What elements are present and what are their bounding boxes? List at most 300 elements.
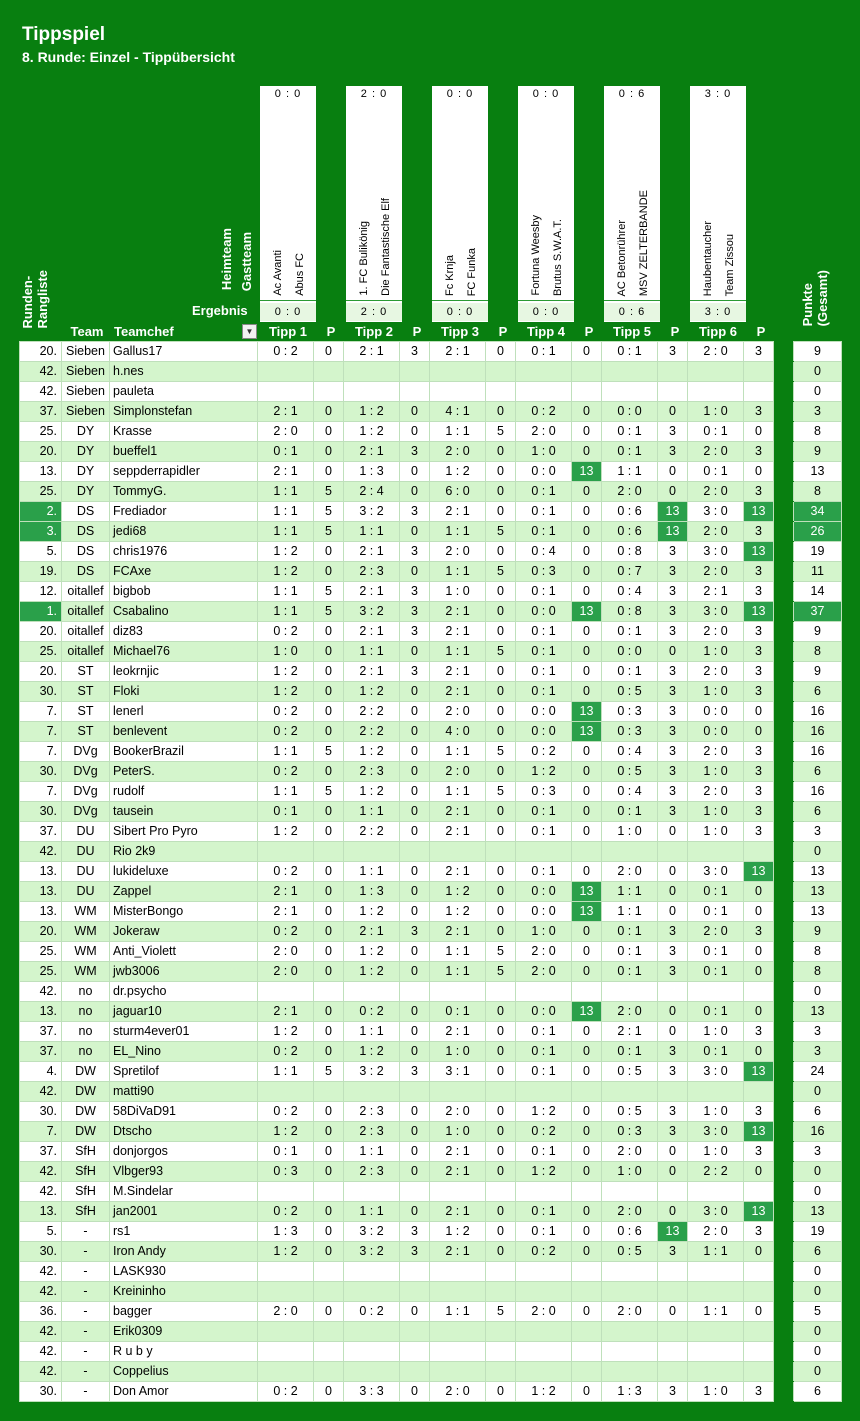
rank-cell: 42. [20, 1262, 62, 1282]
tipp4-cell: 0 : 3 [516, 562, 572, 582]
team-cell: no [62, 982, 110, 1002]
tipp4-cell: 1 : 2 [516, 1382, 572, 1402]
p5-cell: 13 [658, 502, 688, 522]
p1-cell: 0 [314, 922, 344, 942]
tipp2-cell: 2 : 3 [344, 762, 400, 782]
total-points-cell: 6 [794, 682, 842, 702]
p4-cell [572, 1082, 602, 1102]
p3-cell: 0 [486, 1022, 516, 1042]
p1-cell: 5 [314, 742, 344, 762]
table-row [20, 762, 842, 782]
p6-cell: 3 [744, 562, 774, 582]
tipp4-cell [516, 1182, 572, 1202]
p3-cell: 5 [486, 422, 516, 442]
team-cell: DY [62, 422, 110, 442]
total-points-cell: 37 [794, 602, 842, 622]
p3-cell: 0 [486, 482, 516, 502]
tipp5-cell: 0 : 8 [602, 602, 658, 622]
tipp6-cell: 1 : 0 [688, 762, 744, 782]
tipp6-cell: 2 : 0 [688, 342, 744, 362]
p6-cell: 13 [744, 1122, 774, 1142]
spacer [774, 1342, 794, 1362]
p6-cell: 0 [744, 422, 774, 442]
spacer [774, 1002, 794, 1022]
team-cell: - [62, 1322, 110, 1342]
tipp3-cell: 1 : 2 [430, 882, 486, 902]
p3-cell [486, 1082, 516, 1102]
p3-cell [486, 1262, 516, 1282]
total-points-cell: 16 [794, 742, 842, 762]
total-points-cell: 3 [794, 822, 842, 842]
p6-cell: 3 [744, 582, 774, 602]
spacer [774, 402, 794, 422]
teamchef-cell: rudolf [110, 782, 258, 802]
p4-cell: 0 [572, 1062, 602, 1082]
p1-cell: 0 [314, 342, 344, 362]
tipp4-cell: 1 : 2 [516, 1102, 572, 1122]
total-points-cell: 8 [794, 642, 842, 662]
p6-cell: 0 [744, 1302, 774, 1322]
team-cell: no [62, 1002, 110, 1022]
spacer [774, 862, 794, 882]
tipp6-cell: 2 : 0 [688, 522, 744, 542]
rank-cell: 30. [20, 1382, 62, 1402]
tipp3-cell: 2 : 1 [430, 1242, 486, 1262]
tipp3-cell: 2 : 1 [430, 922, 486, 942]
tipp6-cell: 0 : 1 [688, 902, 744, 922]
p5-cell: 3 [658, 542, 688, 562]
p4-cell: 0 [572, 622, 602, 642]
teamchef-header: Teamchef [114, 324, 174, 339]
tipp5-cell [602, 842, 658, 862]
p3-cell [486, 1362, 516, 1382]
p2-cell: 3 [400, 442, 430, 462]
tipp3-cell: 1 : 1 [430, 962, 486, 982]
rank-cell: 42. [20, 1322, 62, 1342]
tipp2-cell [344, 1282, 400, 1302]
tipp1-cell [258, 1282, 314, 1302]
p2-cell [400, 1182, 430, 1202]
tipp6-cell [688, 1322, 744, 1342]
team-cell: SfH [62, 1202, 110, 1222]
p2-cell: 0 [400, 1302, 430, 1322]
teamchef-cell: Iron Andy [110, 1242, 258, 1262]
table-row [20, 862, 842, 882]
team-cell: SfH [62, 1142, 110, 1162]
p4-cell: 0 [572, 1122, 602, 1142]
p2-cell: 0 [400, 942, 430, 962]
tipp2-cell [344, 1182, 400, 1202]
total-points-cell: 8 [794, 482, 842, 502]
p3-cell: 0 [486, 722, 516, 742]
p4-cell [572, 1262, 602, 1282]
p3-cell: 0 [486, 1002, 516, 1022]
filter-dropdown-button[interactable]: ▼ [242, 324, 257, 339]
p1-cell: 0 [314, 1122, 344, 1142]
home-team-name: 1. FC Bulikönig [358, 221, 370, 296]
tipp4-cell: 0 : 2 [516, 402, 572, 422]
match-result: 0 : 0 [518, 303, 574, 321]
tipp2-cell: 1 : 3 [344, 882, 400, 902]
p4-cell: 0 [572, 1302, 602, 1322]
table-row [20, 542, 842, 562]
p2-cell: 0 [400, 742, 430, 762]
tipp3-cell [430, 1342, 486, 1362]
tipp4-cell: 0 : 0 [516, 702, 572, 722]
teamchef-cell: R u b y [110, 1342, 258, 1362]
tipp1-cell: 1 : 2 [258, 562, 314, 582]
table-row [20, 722, 842, 742]
p3-cell: 0 [486, 542, 516, 562]
p2-cell [400, 1082, 430, 1102]
tipp3-cell: 2 : 0 [430, 702, 486, 722]
rank-cell: 20. [20, 662, 62, 682]
team-cell: WM [62, 922, 110, 942]
p6-cell: 3 [744, 1222, 774, 1242]
p1-cell: 0 [314, 962, 344, 982]
p6-cell: 13 [744, 542, 774, 562]
rank-cell: 20. [20, 342, 62, 362]
p4-cell: 0 [572, 562, 602, 582]
teamchef-cell: chris1976 [110, 542, 258, 562]
total-points-cell: 13 [794, 462, 842, 482]
total-points-cell: 0 [794, 1282, 842, 1302]
p4-cell [572, 982, 602, 1002]
tipp2-cell: 2 : 1 [344, 542, 400, 562]
team-cell: - [62, 1262, 110, 1282]
tipp1-cell: 1 : 2 [258, 822, 314, 842]
p1-cell: 0 [314, 442, 344, 462]
teamchef-cell: bueffel1 [110, 442, 258, 462]
p4-cell: 0 [572, 742, 602, 762]
tipp3-cell: 2 : 1 [430, 822, 486, 842]
p1-cell: 0 [314, 1142, 344, 1162]
tipp6-cell [688, 362, 744, 382]
table-row [20, 402, 842, 422]
tipp1-cell: 0 : 1 [258, 802, 314, 822]
p6-cell: 13 [744, 1202, 774, 1222]
p3-cell: 5 [486, 942, 516, 962]
teamchef-cell: lenerl [110, 702, 258, 722]
p1-cell: 0 [314, 1102, 344, 1122]
tipp2-cell: 1 : 1 [344, 862, 400, 882]
p4-cell: 0 [572, 342, 602, 362]
spacer [774, 802, 794, 822]
tipp5-cell: 1 : 3 [602, 1382, 658, 1402]
p6-cell: 0 [744, 1042, 774, 1062]
tipp3-cell: 2 : 0 [430, 1102, 486, 1122]
tipp4-cell [516, 982, 572, 1002]
rank-cell: 37. [20, 822, 62, 842]
tipp1-cell: 1 : 1 [258, 602, 314, 622]
tipp3-cell: 2 : 1 [430, 662, 486, 682]
table-row [20, 1262, 842, 1282]
tipp1-cell [258, 1362, 314, 1382]
p1-cell: 0 [314, 422, 344, 442]
teamchef-cell: EL_Nino [110, 1042, 258, 1062]
tipp6-cell: 1 : 0 [688, 1382, 744, 1402]
rank-cell: 30. [20, 762, 62, 782]
tipp5-cell: 1 : 0 [602, 1162, 658, 1182]
tipp1-cell: 0 : 2 [258, 1202, 314, 1222]
team-cell: DS [62, 502, 110, 522]
rank-cell: 13. [20, 902, 62, 922]
rank-cell: 7. [20, 742, 62, 762]
p2-cell: 0 [400, 962, 430, 982]
table-row [20, 742, 842, 762]
tipp4-cell: 0 : 0 [516, 722, 572, 742]
team-cell: DVg [62, 782, 110, 802]
points-header-2: P [412, 324, 422, 339]
rank-cell: 20. [20, 442, 62, 462]
tipp6-cell: 3 : 0 [688, 502, 744, 522]
rank-cell: 13. [20, 1202, 62, 1222]
teamchef-cell: Don Amor [110, 1382, 258, 1402]
tipp5-cell [602, 362, 658, 382]
p3-cell: 0 [486, 462, 516, 482]
p6-cell [744, 842, 774, 862]
tipp5-cell: 0 : 7 [602, 562, 658, 582]
p5-cell [658, 982, 688, 1002]
team-cell: - [62, 1362, 110, 1382]
rank-cell: 30. [20, 1102, 62, 1122]
p1-cell: 0 [314, 862, 344, 882]
tipp4-cell: 0 : 2 [516, 742, 572, 762]
tipp4-cell [516, 1322, 572, 1342]
tipp4-cell: 0 : 1 [516, 802, 572, 822]
table-row [20, 1322, 842, 1342]
tipp5-cell: 0 : 6 [602, 502, 658, 522]
spacer [774, 502, 794, 522]
p5-cell [658, 842, 688, 862]
divider [518, 300, 574, 301]
p6-cell: 3 [744, 922, 774, 942]
tipp6-cell: 2 : 2 [688, 1162, 744, 1182]
divider [346, 300, 402, 301]
tipp5-cell: 0 : 5 [602, 682, 658, 702]
p6-cell: 3 [744, 622, 774, 642]
tipp6-cell: 1 : 0 [688, 802, 744, 822]
tipp5-cell [602, 1362, 658, 1382]
table-row [20, 1302, 842, 1322]
rank-cell: 3. [20, 522, 62, 542]
p4-cell [572, 1362, 602, 1382]
p5-cell: 0 [658, 822, 688, 842]
p5-cell: 13 [658, 522, 688, 542]
tipp4-cell [516, 1362, 572, 1382]
p2-cell [400, 1362, 430, 1382]
tipp3-cell: 2 : 1 [430, 1202, 486, 1222]
tipp6-cell [688, 1182, 744, 1202]
team-cell: WM [62, 902, 110, 922]
rank-cell: 30. [20, 682, 62, 702]
p6-cell [744, 362, 774, 382]
p4-cell: 0 [572, 402, 602, 422]
p4-cell: 0 [572, 502, 602, 522]
p2-cell: 0 [400, 802, 430, 822]
tipp4-cell: 1 : 0 [516, 922, 572, 942]
spacer [774, 1242, 794, 1262]
p5-cell: 3 [658, 1042, 688, 1062]
team-cell: oitallef [62, 602, 110, 622]
tipp3-cell [430, 1182, 486, 1202]
away-team-name: Brutus S.W.A.T. [552, 218, 564, 296]
tipp5-cell: 2 : 0 [602, 1002, 658, 1022]
teamchef-cell: Krasse [110, 422, 258, 442]
team-cell: Sieben [62, 362, 110, 382]
tipp1-cell: 0 : 2 [258, 922, 314, 942]
rank-cell: 42. [20, 1342, 62, 1362]
spacer [774, 462, 794, 482]
tipp2-cell [344, 362, 400, 382]
total-points-cell: 24 [794, 1062, 842, 1082]
tipp2-cell [344, 982, 400, 1002]
spacer [774, 1062, 794, 1082]
divider [432, 300, 488, 301]
tipp5-cell: 1 : 1 [602, 462, 658, 482]
spacer [774, 422, 794, 442]
p3-cell: 0 [486, 882, 516, 902]
tipp2-cell [344, 1362, 400, 1382]
p5-cell: 3 [658, 1242, 688, 1262]
rank-cell: 7. [20, 702, 62, 722]
tipp3-cell: 1 : 1 [430, 942, 486, 962]
rank-cell: 37. [20, 402, 62, 422]
away-team-name: MSV ZELTERBANDE [638, 189, 650, 296]
tipp3-cell: 1 : 2 [430, 902, 486, 922]
tipp1-cell: 1 : 1 [258, 1062, 314, 1082]
tipp6-cell: 0 : 1 [688, 1002, 744, 1022]
tipp4-cell: 1 : 0 [516, 442, 572, 462]
p5-cell: 0 [658, 482, 688, 502]
p3-cell: 0 [486, 862, 516, 882]
tipp1-cell: 2 : 1 [258, 462, 314, 482]
match-result-top: 0 : 6 [618, 88, 646, 100]
spacer [774, 822, 794, 842]
rank-cell: 42. [20, 1282, 62, 1302]
match-result-top: 0 : 0 [274, 88, 302, 100]
p4-cell: 0 [572, 942, 602, 962]
table-row [20, 702, 842, 722]
spacer [774, 842, 794, 862]
tipp4-cell: 0 : 1 [516, 1062, 572, 1082]
p3-cell: 0 [486, 762, 516, 782]
tipp2-cell: 1 : 2 [344, 742, 400, 762]
p5-cell: 0 [658, 1142, 688, 1162]
total-points-cell: 0 [794, 982, 842, 1002]
tipp6-cell: 2 : 1 [688, 582, 744, 602]
total-points-cell: 13 [794, 1202, 842, 1222]
tipp6-cell [688, 1262, 744, 1282]
table-row [20, 1362, 842, 1382]
p1-cell: 0 [314, 1162, 344, 1182]
table-row [20, 962, 842, 982]
spacer [774, 682, 794, 702]
spacer [774, 542, 794, 562]
team-cell: ST [62, 662, 110, 682]
tipp2-cell: 2 : 3 [344, 562, 400, 582]
rank-cell: 25. [20, 942, 62, 962]
tipp6-cell: 2 : 0 [688, 482, 744, 502]
p3-cell: 5 [486, 782, 516, 802]
p2-cell: 3 [400, 502, 430, 522]
teamchef-cell: Dtscho [110, 1122, 258, 1142]
table-row [20, 1342, 842, 1362]
tipp4-cell [516, 842, 572, 862]
table-row [20, 662, 842, 682]
p6-cell: 3 [744, 822, 774, 842]
p1-cell: 0 [314, 642, 344, 662]
tipp3-cell: 2 : 1 [430, 1142, 486, 1162]
p1-cell: 0 [314, 682, 344, 702]
p2-cell: 3 [400, 542, 430, 562]
away-team-name: Die Fantastische Elf [380, 198, 392, 296]
p1-cell: 0 [314, 622, 344, 642]
tipp2-cell: 1 : 2 [344, 942, 400, 962]
team-cell: DS [62, 562, 110, 582]
p6-cell: 0 [744, 462, 774, 482]
spacer [774, 602, 794, 622]
p4-cell: 0 [572, 442, 602, 462]
teamchef-cell: FCAxe [110, 562, 258, 582]
table-row [20, 382, 842, 402]
p2-cell: 0 [400, 1002, 430, 1022]
tipp1-cell: 2 : 1 [258, 1002, 314, 1022]
tipp2-cell [344, 1082, 400, 1102]
tipp6-cell: 3 : 0 [688, 1202, 744, 1222]
table-row [20, 882, 842, 902]
rank-cell: 36. [20, 1302, 62, 1322]
team-cell: DU [62, 842, 110, 862]
p2-cell: 3 [400, 1222, 430, 1242]
team-cell: DS [62, 522, 110, 542]
rank-cell: 12. [20, 582, 62, 602]
match-result-top: 0 : 0 [532, 88, 560, 100]
tipp6-cell: 3 : 0 [688, 542, 744, 562]
p1-cell: 0 [314, 1382, 344, 1402]
teamchef-cell: jedi68 [110, 522, 258, 542]
p6-cell: 3 [744, 402, 774, 422]
tipp1-cell [258, 1322, 314, 1342]
teamchef-cell: M.Sindelar [110, 1182, 258, 1202]
p6-cell: 0 [744, 722, 774, 742]
p6-cell [744, 1322, 774, 1342]
rank-cell: 4. [20, 1062, 62, 1082]
spacer [774, 902, 794, 922]
tipp-header-6: Tipp 6 [698, 324, 738, 339]
tipp3-cell: 1 : 1 [430, 782, 486, 802]
p4-cell: 13 [572, 902, 602, 922]
p6-cell: 3 [744, 1102, 774, 1122]
p2-cell: 0 [400, 422, 430, 442]
spacer [774, 362, 794, 382]
p4-cell: 0 [572, 1022, 602, 1042]
p3-cell: 0 [486, 1062, 516, 1082]
tipp3-cell: 2 : 0 [430, 1382, 486, 1402]
p5-cell [658, 1262, 688, 1282]
p5-cell: 0 [658, 1002, 688, 1022]
team-cell: DW [62, 1062, 110, 1082]
tipp3-cell [430, 1322, 486, 1342]
tipp3-cell: 0 : 1 [430, 1002, 486, 1022]
p3-cell: 0 [486, 1162, 516, 1182]
total-points-cell: 5 [794, 1302, 842, 1322]
p1-cell: 0 [314, 762, 344, 782]
tipp-table [19, 341, 842, 1402]
tipp1-cell [258, 382, 314, 402]
tipp1-cell [258, 842, 314, 862]
team-cell: DU [62, 862, 110, 882]
